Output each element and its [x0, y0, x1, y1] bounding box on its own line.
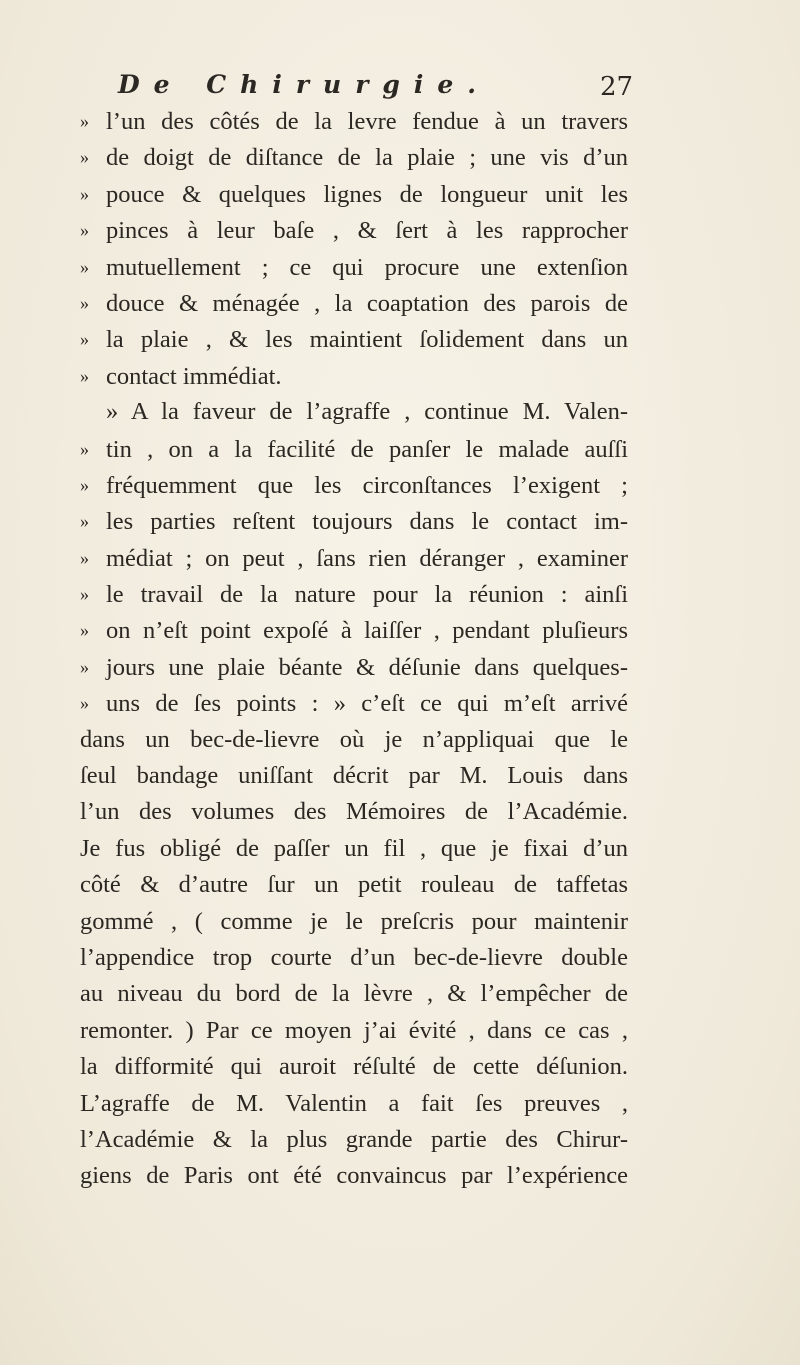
quote-mark: » [80, 511, 89, 532]
line-text: au niveau du bord de la lèvre , & l’empêcher de [80, 980, 628, 1008]
line-text: dans un bec-de-lievre où je n’appliquai que le [80, 725, 628, 753]
text-line [80, 503, 640, 539]
line-text: contact immédiat. [106, 362, 282, 390]
text-line [80, 103, 640, 139]
line-text: douce & ménagée , la coaptation des parois de [106, 289, 628, 317]
text-line [80, 722, 640, 758]
line-text: » A la faveur de l’agraffe , continue M. Valen- [106, 398, 628, 426]
line-text: giens de Paris ont été convaincus par l’expérience [80, 1162, 628, 1190]
line-text: les parties reſtent toujours dans le contact im- [106, 508, 628, 536]
quote-mark: » [80, 474, 89, 495]
line-text: Je fus obligé de paſſer un fil , que je fixai d’un [80, 834, 628, 862]
line-text: l’un des côtés de la levre fendue à un travers [106, 108, 628, 135]
text-line [80, 867, 640, 903]
quote-mark: » [80, 292, 89, 313]
line-text: pinces à leur baſe , & ſert à les rapprocher [106, 217, 628, 245]
text-line [80, 176, 640, 212]
line-text: le travail de la nature pour la réunion : ainſi [106, 581, 628, 609]
text-line [80, 1013, 640, 1049]
text-line [80, 285, 640, 321]
text-line [80, 1122, 640, 1158]
line-text: médiat ; on peut , ſans rien déranger , examiner [106, 544, 628, 572]
text-line [80, 212, 640, 248]
line-text: remonter. ) Par ce moyen j’ai évité , dans ce cas , [80, 1016, 628, 1044]
quote-mark: » [80, 656, 89, 677]
text-line [80, 1086, 640, 1122]
quote-mark: » [80, 111, 89, 131]
text-line [80, 904, 640, 940]
text-line [80, 758, 640, 794]
line-text: fréquemment que les circonſtances l’exigent ; [106, 471, 628, 499]
line-text: pouce & quelques lignes de longueur unit les [106, 180, 628, 208]
line-text: uns de ſes points : » c’eſt ce qui m’eſt arrivé [106, 690, 628, 718]
text-line [80, 1158, 640, 1194]
text-line [80, 394, 640, 430]
line-text: côté & d’autre ſur un petit rouleau de taffetas [80, 871, 628, 899]
body-text [80, 103, 640, 1195]
quote-mark: » [80, 365, 89, 386]
page-number: 27 [600, 72, 634, 102]
quote-mark: » [80, 183, 89, 204]
line-text: gommé , ( comme je le preſcris pour maintenir [80, 907, 628, 935]
text-line [80, 831, 640, 867]
text-line [80, 576, 640, 612]
quote-mark: » [80, 438, 89, 459]
quote-mark: » [80, 147, 89, 168]
text-line [80, 321, 640, 357]
text-line [80, 976, 640, 1012]
line-text: l’appendice trop courte d’un bec-de-lievre double [80, 943, 628, 971]
quote-mark: » [80, 220, 89, 241]
text-line [80, 467, 640, 503]
running-title: De Chirurgie. [118, 70, 490, 99]
text-line [80, 139, 640, 175]
quote-mark: » [80, 693, 89, 714]
line-text: de doigt de diſtance de la plaie ; une vis d’un [106, 144, 628, 172]
text-line [80, 358, 640, 394]
text-line [80, 612, 640, 648]
text-line [80, 431, 640, 467]
text-line [80, 1049, 640, 1085]
line-text: L’agraffe de M. Valentin a fait ſes preuves , [80, 1089, 628, 1117]
quote-mark: » [80, 620, 89, 641]
line-text: jours une plaie béante & déſunie dans quelques- [106, 653, 628, 681]
line-text: tin , on a la facilité de panſer le malade auſſi [106, 435, 628, 463]
text-line [80, 540, 640, 576]
text-line [80, 794, 640, 830]
text-line [80, 249, 640, 285]
quote-mark: » [80, 256, 89, 277]
line-text: on n’eſt point expoſé à laiſſer , pendant pluſieurs [106, 617, 628, 645]
text-line [80, 940, 640, 976]
line-text: ſeul bandage uniſſant décrit par M. Louis dans [80, 762, 628, 790]
quote-mark: » [80, 584, 89, 605]
line-text: l’un des volumes des Mémoires de l’Académie. [80, 798, 628, 826]
line-text: l’Académie & la plus grande partie des Chirur- [80, 1125, 628, 1153]
quote-mark: » [80, 547, 89, 568]
text-line [80, 649, 640, 685]
text-line [80, 685, 640, 721]
line-text: mutuellement ; ce qui procure une extenſion [106, 253, 628, 281]
quote-mark: » [80, 329, 89, 350]
line-text: la difformité qui auroit réſulté de cette déſunion. [80, 1053, 628, 1081]
line-text: la plaie , & les maintient ſolidement dans un [106, 326, 628, 354]
